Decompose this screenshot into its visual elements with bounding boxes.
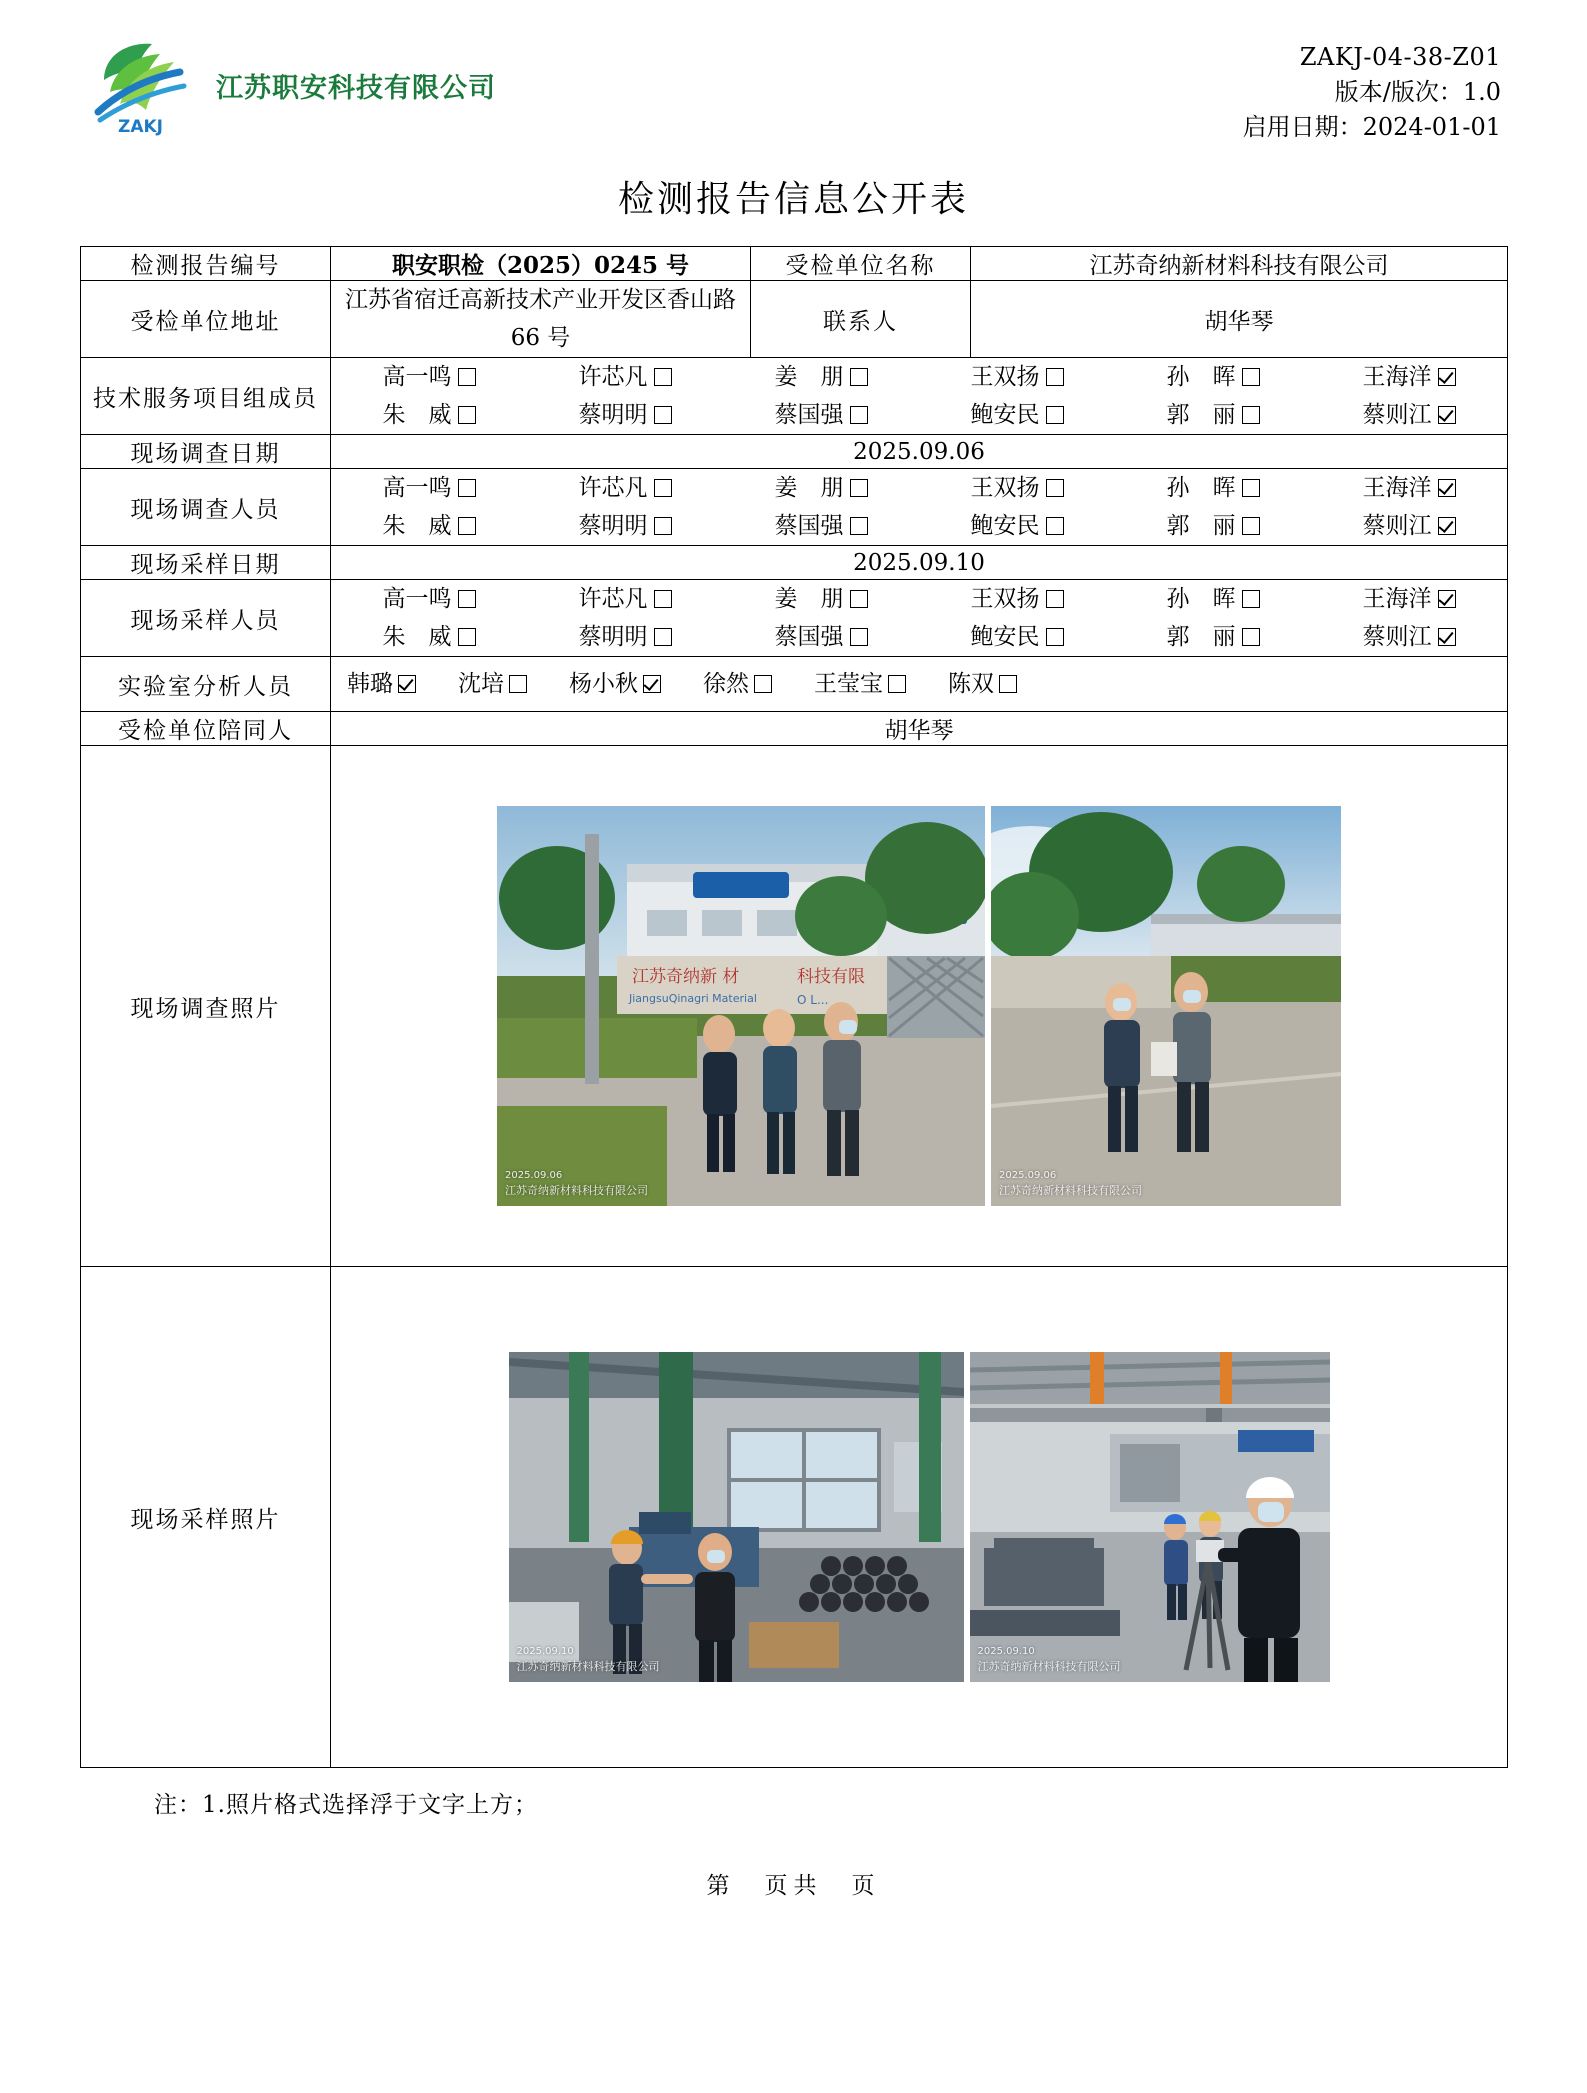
person-checkbox-item[interactable] — [919, 469, 1115, 507]
person-checkbox-item[interactable] — [723, 580, 919, 618]
person-row — [331, 507, 1507, 545]
photo-stamp — [978, 1644, 1121, 1674]
checkbox-icon[interactable] — [509, 675, 527, 693]
photo-stamp — [999, 1168, 1142, 1198]
checkbox-checked-icon[interactable] — [398, 675, 416, 693]
person-name: 蔡国强 — [774, 624, 844, 650]
person-name: 蔡则江 — [1362, 513, 1432, 539]
person-name: 郭 丽 — [1166, 624, 1236, 650]
person-name: 王双扬 — [970, 475, 1040, 501]
checkbox-checked-icon[interactable] — [1438, 406, 1456, 424]
person-checkbox-item[interactable] — [1115, 358, 1311, 396]
checkbox-checked-icon[interactable] — [1438, 628, 1456, 646]
person-checkbox-item[interactable] — [1311, 618, 1507, 656]
checkbox-icon[interactable] — [850, 517, 868, 535]
person-name: 鲍安民 — [970, 402, 1040, 428]
table-row — [81, 358, 1508, 435]
checkbox-checked-icon[interactable] — [1438, 479, 1456, 497]
checkbox-icon[interactable] — [458, 406, 476, 424]
person-name: 孙 晖 — [1166, 586, 1236, 612]
footnote: 注：1.照片格式选择浮于文字上方； — [154, 1792, 538, 1818]
table-row — [81, 746, 1508, 1267]
person-checkbox-item[interactable] — [948, 667, 1017, 701]
checkbox-icon[interactable] — [458, 368, 476, 386]
person-checkbox-item[interactable] — [919, 396, 1115, 434]
sample-date-label: 现场采样日期 — [81, 546, 331, 580]
person-row — [331, 580, 1507, 618]
person-name: 蔡明明 — [578, 624, 648, 650]
checkbox-icon[interactable] — [654, 406, 672, 424]
person-checkbox-item[interactable] — [331, 507, 527, 545]
svg-text:江苏奇纳新 材: 江苏奇纳新 材 — [632, 967, 740, 987]
person-checkbox-item[interactable] — [1115, 580, 1311, 618]
person-checkbox-item[interactable] — [331, 580, 527, 618]
person-name: 郭 丽 — [1166, 402, 1236, 428]
person-checkbox-item[interactable] — [1311, 358, 1507, 396]
photo-caption: 江苏奇纳新材料科技有限公司 — [977, 1660, 1121, 1673]
svg-text:ZAKJ: ZAKJ — [118, 117, 163, 136]
checkbox-icon[interactable] — [850, 406, 868, 424]
person-checkbox-item[interactable] — [723, 396, 919, 434]
person-name: 姜 朋 — [774, 475, 844, 501]
person-checkbox-item[interactable] — [527, 396, 723, 434]
sample-photo-2 — [970, 1352, 1330, 1682]
person-name: 蔡明明 — [578, 402, 648, 428]
checkbox-checked-icon[interactable] — [1438, 517, 1456, 535]
photo-date: 2025.09.10 — [977, 1646, 1035, 1657]
checkbox-checked-icon[interactable] — [643, 675, 661, 693]
sample-photo-pair — [331, 1352, 1507, 1682]
checkbox-icon[interactable] — [850, 368, 868, 386]
client-label: 受检单位名称 — [751, 247, 971, 281]
person-row — [331, 396, 1507, 434]
person-name: 许芯凡 — [578, 364, 648, 390]
photo-stamp — [505, 1168, 648, 1198]
svg-text:JiangsuQinagri Material: JiangsuQinagri Material — [629, 992, 757, 1005]
table-row — [81, 712, 1508, 746]
checkbox-icon[interactable] — [754, 675, 772, 693]
person-name: 蔡国强 — [774, 402, 844, 428]
checkbox-icon[interactable] — [850, 628, 868, 646]
person-name: 朱 威 — [382, 513, 452, 539]
person-checkbox-item[interactable] — [1311, 580, 1507, 618]
person-checkbox-item[interactable] — [1311, 507, 1507, 545]
table-row — [81, 469, 1508, 546]
person-checkbox-item[interactable] — [458, 667, 527, 701]
survey-date-label: 现场调查日期 — [81, 435, 331, 469]
person-name: 王莹宝 — [814, 671, 883, 697]
table-row — [81, 657, 1508, 712]
client-value: 江苏奇纳新材料科技有限公司 — [971, 247, 1508, 281]
person-checkbox-item[interactable] — [919, 580, 1115, 618]
person-name: 蔡则江 — [1362, 402, 1432, 428]
person-name: 许芯凡 — [578, 586, 648, 612]
person-checkbox-item[interactable] — [331, 618, 527, 656]
person-checkbox-item[interactable] — [814, 667, 906, 701]
lab-label: 实验室分析人员 — [81, 657, 331, 712]
photo-stamp — [517, 1644, 660, 1674]
person-name: 蔡明明 — [578, 513, 648, 539]
survey-photo-2 — [991, 806, 1341, 1206]
person-name: 王海洋 — [1362, 364, 1432, 390]
svg-text:科技有限: 科技有限 — [797, 967, 865, 987]
checkbox-icon[interactable] — [458, 517, 476, 535]
doc-effective-date: 启用日期：2024-01-01 — [1242, 113, 1501, 141]
survey-photo-1 — [497, 806, 985, 1206]
checkbox-icon[interactable] — [1046, 479, 1064, 497]
person-name: 徐然 — [703, 671, 749, 697]
person-checkbox-item[interactable] — [1115, 396, 1311, 434]
photo-date: 2025.09.10 — [516, 1646, 574, 1657]
person-name: 孙 晖 — [1166, 475, 1236, 501]
person-checkbox-item[interactable] — [1311, 469, 1507, 507]
escort-value: 胡华琴 — [331, 712, 1508, 746]
person-name: 王海洋 — [1362, 586, 1432, 612]
sample-date-value: 2025.09.10 — [331, 546, 1508, 580]
person-checkbox-item[interactable] — [919, 358, 1115, 396]
checkbox-checked-icon[interactable] — [1438, 590, 1456, 608]
sample-people-group — [331, 580, 1508, 657]
person-row — [331, 618, 1507, 656]
person-name: 朱 威 — [382, 624, 452, 650]
photo-caption: 江苏奇纳新材料科技有限公司 — [505, 1184, 648, 1197]
doc-version: 版本/版次：1.0 — [1334, 78, 1501, 106]
svg-text:O L...: O L... — [797, 993, 829, 1007]
team-label: 技术服务项目组成员 — [81, 358, 331, 435]
page-title: 检测报告信息公开表 — [617, 179, 969, 220]
checkbox-icon[interactable] — [999, 675, 1017, 693]
page-header — [80, 34, 1507, 149]
checkbox-icon[interactable] — [458, 628, 476, 646]
table-row — [81, 435, 1508, 469]
survey-people-group — [331, 469, 1508, 546]
checkbox-icon[interactable] — [1242, 406, 1260, 424]
person-checkbox-item[interactable] — [331, 396, 527, 434]
contact-value: 胡华琴 — [971, 281, 1508, 358]
person-name: 朱 威 — [382, 402, 452, 428]
person-row — [331, 657, 1507, 711]
team-members-group — [331, 358, 1508, 435]
escort-label: 受检单位陪同人 — [81, 712, 331, 746]
checkbox-icon[interactable] — [654, 479, 672, 497]
checkbox-icon[interactable] — [458, 590, 476, 608]
checkbox-checked-icon[interactable] — [1438, 368, 1456, 386]
person-checkbox-item[interactable] — [723, 507, 919, 545]
address-label: 受检单位地址 — [81, 281, 331, 358]
person-checkbox-item[interactable] — [331, 358, 527, 396]
report-info-table — [80, 246, 1508, 1768]
company-brand — [80, 34, 496, 136]
doc-code: ZAKJ-04-38-Z01 — [1299, 43, 1501, 71]
person-checkbox-item[interactable] — [919, 618, 1115, 656]
person-checkbox-item[interactable] — [347, 667, 416, 701]
person-checkbox-item[interactable] — [919, 507, 1115, 545]
person-name: 郭 丽 — [1166, 513, 1236, 539]
person-checkbox-item[interactable] — [1115, 507, 1311, 545]
person-name: 陈双 — [948, 671, 994, 697]
person-name: 杨小秋 — [569, 671, 638, 697]
page-number: 第 页共 页 — [706, 1873, 881, 1899]
checkbox-icon[interactable] — [1046, 590, 1064, 608]
survey-photo-label: 现场调查照片 — [81, 746, 331, 1267]
photo-date: 2025.09.06 — [505, 1170, 563, 1181]
checkbox-icon[interactable] — [654, 517, 672, 535]
person-checkbox-item[interactable] — [569, 667, 661, 701]
person-checkbox-item[interactable] — [1115, 469, 1311, 507]
survey-photo-pair — [331, 806, 1507, 1206]
company-logo-icon — [90, 34, 198, 136]
person-name: 孙 晖 — [1166, 364, 1236, 390]
person-checkbox-item[interactable] — [527, 507, 723, 545]
person-name: 鲍安民 — [970, 624, 1040, 650]
person-row — [331, 358, 1507, 396]
checkbox-icon[interactable] — [654, 590, 672, 608]
person-checkbox-item[interactable] — [723, 469, 919, 507]
person-name: 姜 朋 — [774, 586, 844, 612]
person-checkbox-item[interactable] — [723, 358, 919, 396]
person-name: 韩璐 — [347, 671, 393, 697]
person-name: 鲍安民 — [970, 513, 1040, 539]
checkbox-icon[interactable] — [1242, 517, 1260, 535]
person-name: 王海洋 — [1362, 475, 1432, 501]
checkbox-icon[interactable] — [458, 479, 476, 497]
person-row — [331, 469, 1507, 507]
survey-people-label: 现场调查人员 — [81, 469, 331, 546]
header-meta — [1243, 34, 1507, 145]
checkbox-icon[interactable] — [1242, 590, 1260, 608]
lab-people-group — [331, 657, 1508, 712]
checkbox-icon[interactable] — [1242, 628, 1260, 646]
sample-photo-1 — [509, 1352, 964, 1682]
photo-caption: 江苏奇纳新材料科技有限公司 — [999, 1184, 1142, 1197]
checkbox-icon[interactable] — [1046, 368, 1064, 386]
person-name: 王双扬 — [970, 586, 1040, 612]
checkbox-icon[interactable] — [654, 628, 672, 646]
table-row — [81, 247, 1508, 281]
person-name: 王双扬 — [970, 364, 1040, 390]
checkbox-icon[interactable] — [1046, 628, 1064, 646]
sample-photo-label: 现场采样照片 — [81, 1267, 331, 1768]
checkbox-icon[interactable] — [850, 590, 868, 608]
person-name: 高一鸣 — [382, 586, 452, 612]
person-checkbox-item[interactable] — [331, 469, 527, 507]
person-name: 许芯凡 — [578, 475, 648, 501]
sample-people-label: 现场采样人员 — [81, 580, 331, 657]
person-checkbox-item[interactable] — [527, 358, 723, 396]
checkbox-icon[interactable] — [1242, 368, 1260, 386]
table-row — [81, 281, 1508, 358]
checkbox-icon[interactable] — [1242, 479, 1260, 497]
person-name: 沈培 — [458, 671, 504, 697]
company-name: 江苏职安科技有限公司 — [216, 72, 496, 104]
table-row — [81, 580, 1508, 657]
person-checkbox-item[interactable] — [527, 580, 723, 618]
person-name: 蔡国强 — [774, 513, 844, 539]
person-name: 高一鸣 — [382, 475, 452, 501]
person-checkbox-item[interactable] — [527, 469, 723, 507]
contact-label: 联系人 — [751, 281, 971, 358]
person-name: 高一鸣 — [382, 364, 452, 390]
person-checkbox-item[interactable] — [527, 618, 723, 656]
checkbox-icon[interactable] — [1046, 517, 1064, 535]
photo-date: 2025.09.06 — [999, 1170, 1057, 1181]
checkbox-icon[interactable] — [888, 675, 906, 693]
person-checkbox-item[interactable] — [1311, 396, 1507, 434]
checkbox-icon[interactable] — [654, 368, 672, 386]
person-checkbox-item[interactable] — [1115, 618, 1311, 656]
checkbox-icon[interactable] — [1046, 406, 1064, 424]
report-no-value: 职安职检（2025）0245 号 — [331, 247, 751, 281]
person-checkbox-item[interactable] — [703, 667, 772, 701]
person-name: 姜 朋 — [774, 364, 844, 390]
survey-photo-cell — [331, 746, 1508, 1267]
person-name: 蔡则江 — [1362, 624, 1432, 650]
table-row — [81, 1267, 1508, 1768]
address-value: 江苏省宿迁高新技术产业开发区香山路 66 号 — [331, 281, 751, 358]
checkbox-icon[interactable] — [850, 479, 868, 497]
survey-date-value: 2025.09.06 — [331, 435, 1508, 469]
person-checkbox-item[interactable] — [723, 618, 919, 656]
photo-caption: 江苏奇纳新材料科技有限公司 — [516, 1660, 660, 1673]
table-row — [81, 546, 1508, 580]
sample-photo-cell — [331, 1267, 1508, 1768]
report-no-label: 检测报告编号 — [81, 247, 331, 281]
